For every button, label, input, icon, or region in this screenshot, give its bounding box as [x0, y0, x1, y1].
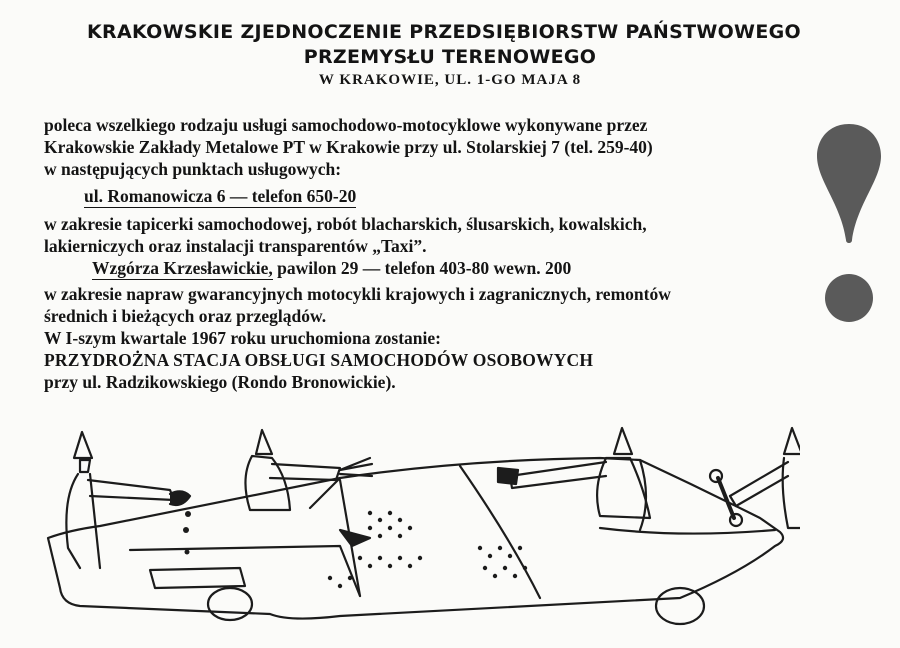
service-point-1-address	[84, 185, 830, 207]
organization-address: W KRAKOWIE, UL. 1-GO MAJA 8	[318, 72, 582, 88]
car-body-outline	[48, 458, 783, 619]
exclamation-mark-icon	[815, 124, 883, 324]
mechanic-far-right	[730, 428, 800, 528]
description-line: lakierniczych oraz instalacji transparentów „Taxi”.	[44, 236, 427, 256]
advert-body	[44, 114, 830, 393]
intro-paragraph	[44, 114, 830, 180]
wrench-icon	[710, 470, 742, 526]
spray-gun	[340, 530, 370, 546]
intro-line: Krakowskie Zakłady Metalowe PT w Krakowie przy ul. Stolarskiej 7 (tel. 259-40)	[44, 137, 653, 157]
service-point-1-description	[44, 213, 830, 257]
advert-header	[0, 20, 900, 89]
service-point-2-description	[44, 283, 830, 327]
intro-line: poleca wszelkiego rodzaju usługi samochodowo-motocyklowe wykonywane przez	[44, 115, 648, 135]
car-wheels	[208, 588, 704, 624]
service-point-1-address-text: ul. Romanowicza 6 — telefon 650-20	[84, 186, 357, 206]
intro-line: w następujących punktach usługowych:	[44, 159, 342, 179]
description-line: w zakresie tapicerki samochodowej, robót blacharskich, ślusarskich, kowalskich,	[44, 214, 647, 234]
car-repair-illustration	[40, 418, 800, 640]
description-line: w zakresie napraw gwarancyjnych motocykli krajowych i zagranicznych, remontów	[44, 284, 671, 304]
announcement-location: przy ul. Radzikowskiego (Rondo Bronowickie).	[44, 372, 396, 392]
service-point-2-contact: pawilon 29 — telefon 403-80 wewn. 200	[272, 258, 572, 278]
description-line: średnich i bieżących oraz przeglądów.	[44, 306, 327, 326]
announcement-intro: W I-szym kwartale 1967 roku uruchomiona zostanie:	[44, 328, 441, 348]
service-point-2-address	[92, 257, 830, 279]
mechanic-center	[245, 430, 372, 510]
announcement	[44, 327, 830, 393]
announcement-station-name: PRZYDROŻNA STACJA OBSŁUGI SAMOCHODÓW OSOBOWYCH	[44, 350, 594, 370]
service-point-2-location: Wzgórza Krzesławickie,	[92, 258, 273, 278]
mechanic-left	[66, 432, 191, 568]
organization-name-line2: PRZEMYSŁU TERENOWEGO	[303, 46, 597, 68]
mechanic-right	[498, 428, 650, 518]
organization-name-line1: KRAKOWSKIE ZJEDNOCZENIE PRZEDSIĘBIORSTW PAŃSTWOWEGO	[87, 21, 801, 43]
